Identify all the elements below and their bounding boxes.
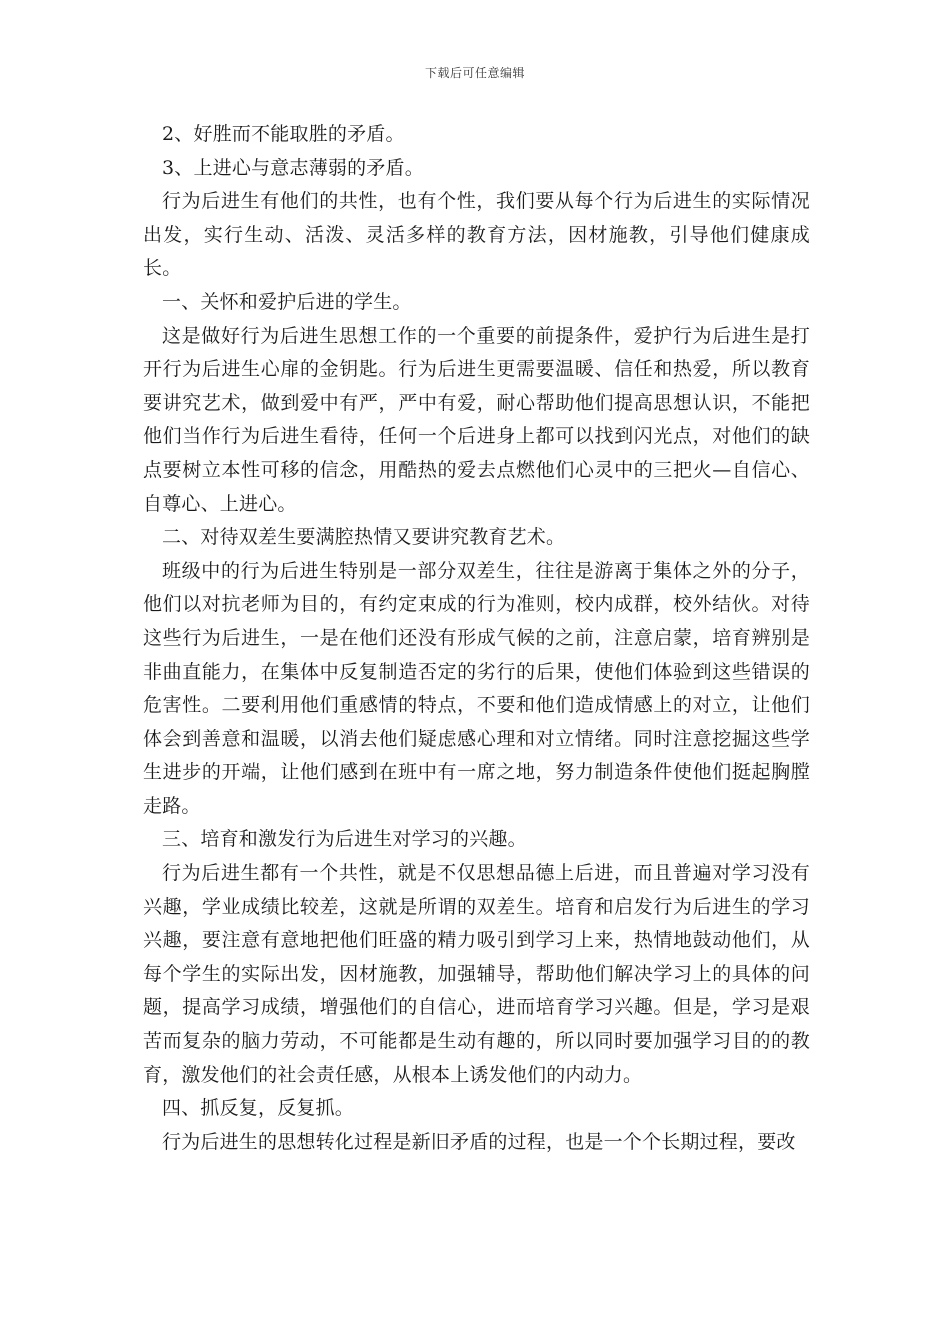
paragraph-section-1: 这是做好行为后进生思想工作的一个重要的前提条件，爱护行为后进生是打开行为后进生心扉的金钥匙。行为后进生更需要温暖、信任和热爱，所以教育要讲究艺术，做到爱中有严，严中有爱，耐心帮助他们提高思想认识，不能把他们当作行为后进生看待，任何一个后进身上都可以找到闪光点，对他们的缺点要树立本性可移的信念，用酷热的爱去点燃他们心灵中的三把火—自信心、自尊心、上进心。 [143, 324, 810, 515]
section-heading-3: 三、培育和激发行为后进生对学习的兴趣。 [162, 828, 527, 851]
section-heading-1: 一、关怀和爱护后进的学生。 [162, 290, 412, 313]
list-item-2: 2、好胜而不能取胜的矛盾。 [162, 123, 405, 145]
paragraph-section-3: 行为后进生都有一个共性，就是不仅思想品德上后进，而且普遍对学习没有兴趣，学业成绩比较差，这就是所谓的双差生。培育和启发行为后进生的学习兴趣，要注意有意地把他们旺盛的精力吸引到学习上来，热情地鼓动他们，从每个学生的实际出发，因材施教，加强辅导，帮助他们解决学习上的具体的问题，提高学习成绩，增强他们的自信心，进而培育学习兴趣。但是，学习是艰苦而复杂的脑力劳动，不可能都是生动有趣的，所以同时要加强学习目的的教育，激发他们的社会责任感，从根本上诱发他们的内动力。 [143, 862, 810, 1086]
paragraph-section-2: 班级中的行为后进生特别是一部分双差生，往往是游离于集体之外的分子，他们以对抗老师为目的，有约定束成的行为准则，校内成群，校外结伙。对待这些行为后进生，一是在他们还没有形成气候的之前，注意启蒙，培育辨别是非曲直能力，在集体中反复制造否定的劣行的后果，使他们体验到这些错误的危害性。二要利用他们重感情的特点，不要和他们造成情感上的对立，让他们体会到善意和温暖，以消去他们疑虑感心理和对立情绪。同时注意挖掘这些学生进步的开端，让他们感到在班中有一席之地，努力制造条件使他们挺起胸膛走路。 [143, 559, 810, 817]
paragraph-intro: 行为后进生有他们的共性，也有个性，我们要从每个行为后进生的实际情况出发，实行生动、活泼、灵活多样的教育方法，因材施教，引导他们健康成长。 [143, 190, 810, 280]
list-item-3: 3、上进心与意志薄弱的矛盾。 [162, 156, 424, 179]
document-body [143, 118, 810, 1159]
page-header: 下载后可任意编辑 [424, 66, 525, 80]
paragraph-section-4: 行为后进生的思想转化过程是新旧矛盾的过程，也是一个个长期过程，要改 [162, 1130, 796, 1153]
section-heading-4: 四、抓反复，反复抓。 [162, 1097, 355, 1120]
section-heading-2: 二、对待双差生要满腔热情又要讲究教育艺术。 [162, 526, 566, 549]
